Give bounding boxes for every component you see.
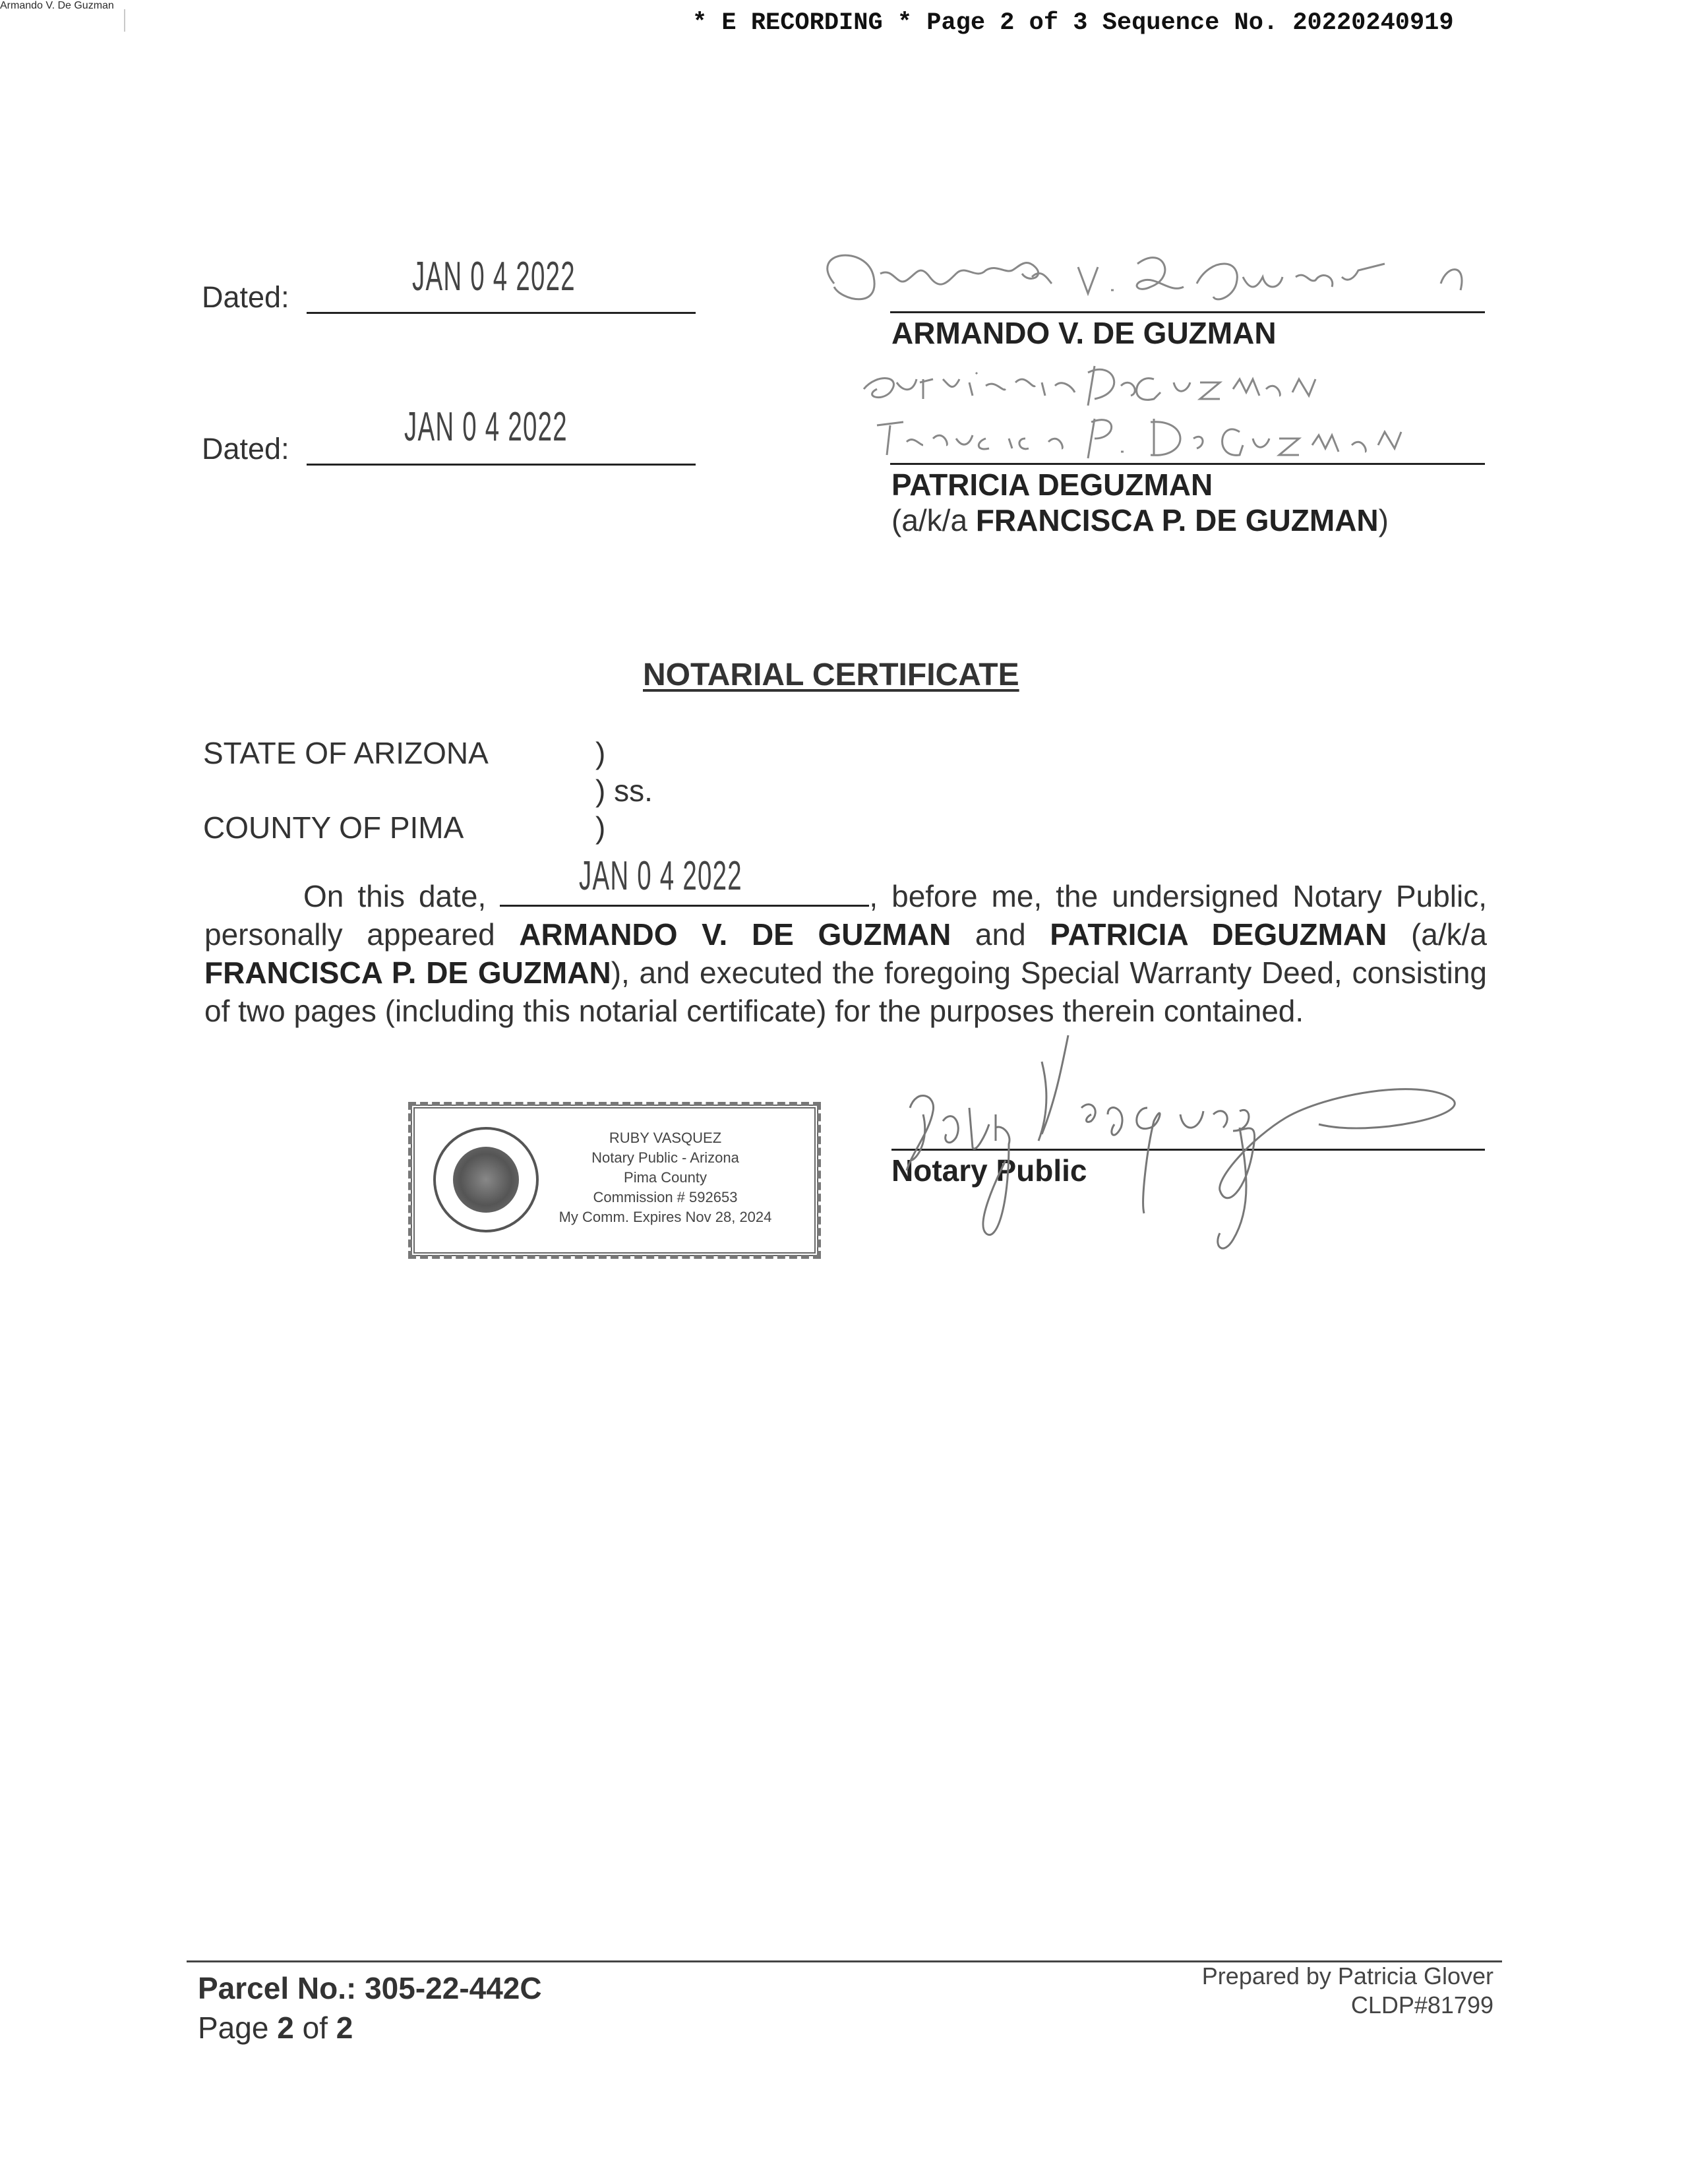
arizona-seal-icon bbox=[433, 1127, 539, 1232]
date-stamp-2: JAN 0 4 2022 bbox=[404, 404, 568, 450]
date-line-2 bbox=[307, 464, 696, 466]
cldp-number: CLDP#81799 bbox=[1350, 1991, 1493, 2018]
certificate-paragraph: On this date, JAN 0 4 2022 , before me, the undersigned Notary Public, personally appeared ARMANDO V. DE GUZMAN and PATRICIA DEGUZMAN (a/k/a FRANCISCA P. DE GUZMAN), and executed the foregoing Special Warranty Deed, consisting of two pages (including this notarial certificate) for the purposes therein contained. bbox=[204, 853, 1487, 1028]
stamp-notary-title: Notary Public - Arizona bbox=[591, 1149, 739, 1166]
stamp-notary-name: RUBY VASQUEZ bbox=[609, 1130, 722, 1146]
footer-left bbox=[198, 1968, 542, 2048]
date-stamp-1: JAN 0 4 2022 bbox=[412, 254, 576, 299]
footer-right bbox=[1184, 1962, 1493, 2020]
prepared-by: Prepared by Patricia Glover bbox=[1201, 1962, 1493, 1989]
aka-line: (a/k/a FRANCISCA P. DE GUZMAN) bbox=[891, 503, 1389, 537]
signer-line-2 bbox=[890, 463, 1485, 465]
stamp-commission: Commission # 592653 bbox=[593, 1189, 738, 1205]
paragraph-date-blank bbox=[500, 853, 869, 907]
page-indicator: Page 2 of 2 bbox=[198, 2011, 353, 2045]
certificate-title: NOTARIAL CERTIFICATE bbox=[643, 657, 1019, 692]
dated-label-1: Dated: bbox=[202, 280, 289, 314]
parcel-number: Parcel No.: 305-22-442C bbox=[198, 1971, 542, 2005]
notary-public-label: Notary Public bbox=[891, 1153, 1087, 1188]
recording-header: * E RECORDING * Page 2 of 3 Sequence No. 20220240919 bbox=[692, 9, 1454, 37]
signer-line-1 bbox=[890, 311, 1485, 313]
scan-mark bbox=[124, 9, 125, 32]
paragraph-date-stamp: JAN 0 4 2022 bbox=[579, 853, 743, 899]
county-label: COUNTY OF PIMA bbox=[203, 810, 464, 845]
stamp-expiry: My Comm. Expires Nov 28, 2024 bbox=[558, 1209, 772, 1225]
county-paren: ) bbox=[595, 810, 606, 845]
signature-armando bbox=[795, 237, 1533, 323]
signer-name-2: PATRICIA DEGUZMAN bbox=[891, 468, 1213, 502]
notary-signature bbox=[884, 1029, 1596, 1273]
dated-label-2: Dated: bbox=[202, 432, 289, 466]
date-line-1 bbox=[307, 312, 696, 314]
state-label: STATE OF ARIZONA bbox=[203, 736, 489, 770]
notary-stamp bbox=[411, 1105, 818, 1256]
signature-patricia-francisca bbox=[844, 353, 1484, 471]
signer-name-1: ARMANDO V. DE GUZMAN bbox=[891, 316, 1277, 350]
ss-label: ) ss. bbox=[595, 774, 653, 808]
state-paren: ) bbox=[595, 736, 606, 770]
stamp-county: Pima County bbox=[624, 1169, 707, 1186]
